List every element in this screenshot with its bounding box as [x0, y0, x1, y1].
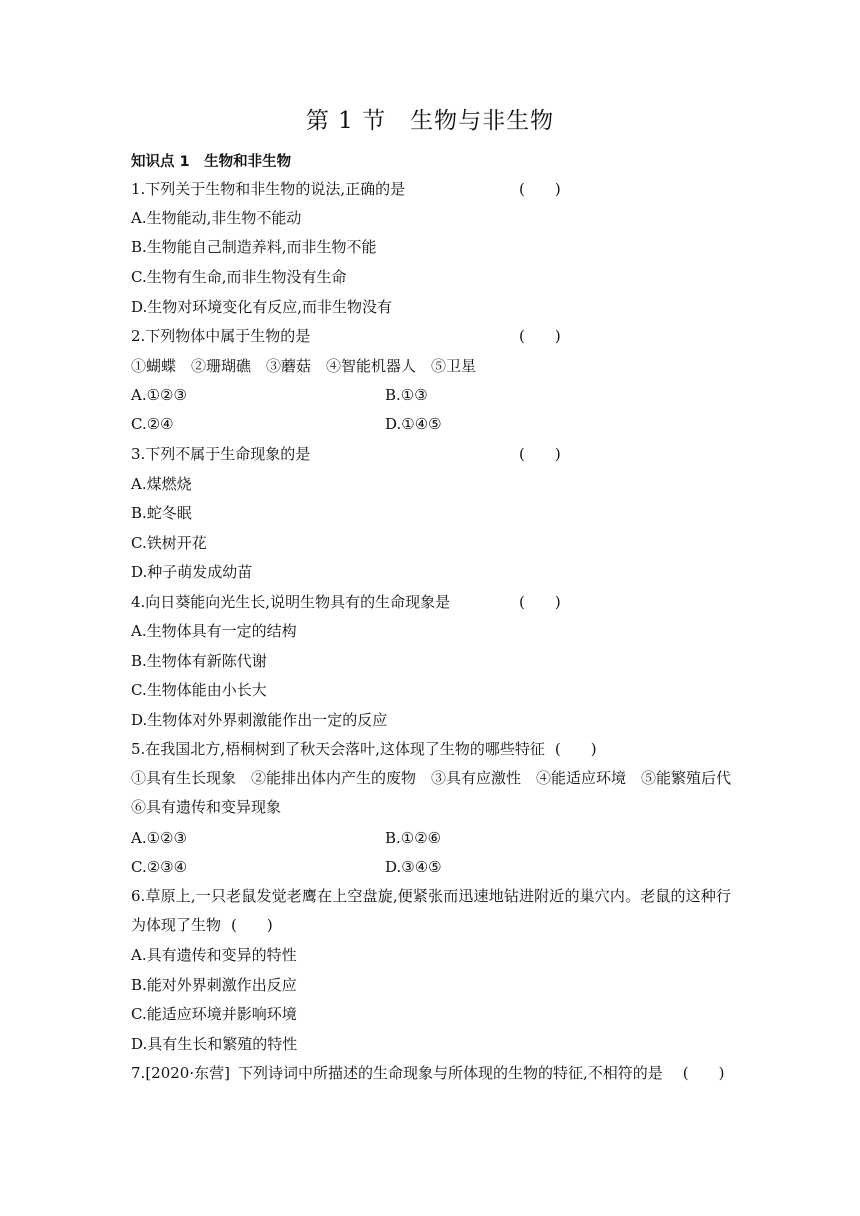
q5-answer-blank: ( ) [554, 740, 597, 758]
q4-option-a: A.生物体具有一定的结构 [131, 622, 297, 640]
q4-option-c: C.生物体能由小长大 [131, 681, 267, 699]
q5-option-a: A.①②③ [131, 829, 187, 847]
q5-stem [131, 738, 597, 760]
q5-option-b: B.①②⑥ [385, 829, 442, 847]
q7-stem-text: 下列诗词中所描述的生命现象与所体现的生物的特征,不相符的是 [237, 1064, 663, 1082]
q1-answer-blank: ( ) [519, 180, 561, 198]
q6-option-d: D.具有生长和繁殖的特性 [131, 1035, 298, 1053]
q3-option-a: A.煤燃烧 [131, 475, 192, 493]
q1-option-a: A.生物能动,非生物不能动 [131, 209, 302, 227]
q6-stem-text: 6.草原上,一只老鼠发觉老鹰在上空盘旋,便紧张而迅速地钻进附近的巢穴内。老鼠的这种行为体现了生物 [131, 887, 731, 934]
q2-stem: 2.下列物体中属于生物的是 [131, 327, 311, 345]
q5-items: ①具有生长现象 ②能排出体内产生的废物 ③具有应激性 ④能适应环境 ⑤能繁殖后代 ⑥具有遗传和变异现象 [131, 769, 747, 816]
q1-stem: 1.下列关于生物和非生物的说法,正确的是 [131, 180, 406, 198]
q2-answer-blank: ( ) [519, 327, 561, 345]
q1-option-d: D.生物对环境变化有反应,而非生物没有 [131, 298, 393, 316]
q6-option-b: B.能对外界刺激作出反应 [131, 976, 297, 994]
q6-option-c: C.能适应环境并影响环境 [131, 1005, 297, 1023]
q2-option-d: D.①④⑤ [385, 415, 442, 433]
q1-option-c: C.生物有生命,而非生物没有生命 [131, 268, 347, 286]
q7-stem [131, 1062, 724, 1084]
q7-answer-blank: ( ) [682, 1064, 725, 1082]
q6-stem [131, 882, 731, 940]
q2-items: ①蝴蝶 ②珊瑚礁 ③蘑菇 ④智能机器人 ⑤卫星 [131, 357, 477, 375]
q5-stem-text: 5.在我国北方,梧桐树到了秋天会落叶,这体现了生物的哪些特征 [131, 740, 545, 758]
q6-answer-blank: ( ) [231, 916, 273, 934]
page-title: 第 1 节 生物与非生物 [305, 108, 555, 134]
q7-source-tag: [2020·东营] [145, 1064, 230, 1082]
q3-option-b: B.蛇冬眠 [131, 504, 192, 522]
q6-option-a: A.具有遗传和变异的特性 [131, 946, 297, 964]
q5-option-c: C.②③④ [131, 858, 188, 876]
q7-number: 7. [131, 1064, 146, 1082]
q2-option-b: B.①③ [385, 386, 428, 404]
q3-option-c: C.铁树开花 [131, 534, 207, 552]
q4-option-b: B.生物体有新陈代谢 [131, 652, 267, 670]
q4-answer-blank: ( ) [519, 593, 561, 611]
q4-option-d: D.生物体对外界刺激能作出一定的反应 [131, 711, 388, 729]
q1-option-b: B.生物能自己制造养料,而非生物不能 [131, 238, 377, 256]
q5-option-d: D.③④⑤ [385, 858, 442, 876]
q3-option-d: D.种子萌发成幼苗 [131, 563, 253, 581]
q2-option-a: A.①②③ [131, 386, 187, 404]
q3-stem: 3.下列不属于生命现象的是 [131, 445, 311, 463]
q3-answer-blank: ( ) [519, 445, 561, 463]
q4-stem: 4.向日葵能向光生长,说明生物具有的生命现象是 [131, 593, 451, 611]
section-heading: 知识点 1 生物和非生物 [131, 154, 292, 170]
q2-option-c: C.②④ [131, 415, 174, 433]
